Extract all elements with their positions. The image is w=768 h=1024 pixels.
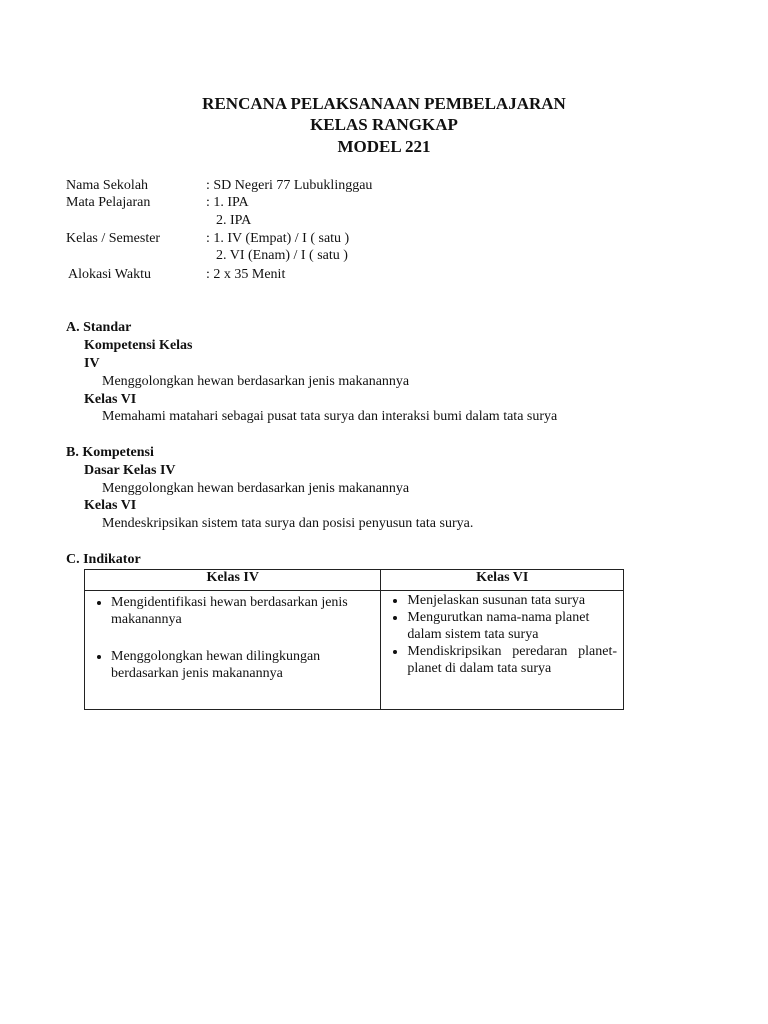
list-item: • Menjelaskan susunan tata surya — [407, 592, 617, 609]
class-label: Kelas / Semester — [66, 231, 161, 246]
indicator-table — [84, 569, 624, 710]
doc-title-line-2: KELAS RANGKAP — [310, 115, 458, 134]
subject-value-1: : 1. IPA — [206, 195, 249, 210]
section-b-class-iv-text: Menggolongkan hewan berdasarkan jenis makanannya — [102, 481, 410, 496]
col-iv-header: Kelas IV — [85, 570, 381, 591]
subject-value-2: 2. IPA — [216, 213, 252, 228]
col-vi-header: Kelas VI — [381, 570, 624, 591]
section-c-heading: C. Indikator — [66, 552, 141, 567]
doc-title-line-1: RENCANA PELAKSANAAN PEMBELAJARAN — [202, 94, 566, 113]
table-row — [85, 591, 624, 710]
table-header-row — [85, 570, 624, 591]
col-iv-cell — [85, 591, 381, 710]
section-b-heading: B. Kompetensi — [66, 445, 154, 460]
col-iv-list — [91, 594, 374, 682]
col-vi-list — [387, 592, 617, 677]
section-b-class-vi-text: Mendeskripsikan sistem tata surya dan posisi penyusun tata surya. — [102, 516, 474, 531]
list-item: • Mengurutkan nama-nama planet dalam sistem tata surya — [407, 609, 617, 643]
class-value-2: 2. VI (Enam) / I ( satu ) — [216, 248, 348, 263]
subject-label: Mata Pelajaran — [66, 195, 151, 210]
time-label: Alokasi Waktu — [68, 267, 151, 282]
school-value: : SD Negeri 77 Lubuklinggau — [206, 178, 373, 193]
class-value-1: : 1. IV (Empat) / I ( satu ) — [206, 231, 350, 246]
list-item: • Mengidentifikasi hewan berdasarkan jenis makanannya — [111, 594, 374, 628]
section-a-subheading: Kompetensi Kelas — [84, 338, 193, 353]
col-vi-cell — [381, 591, 624, 710]
section-a-class-vi-text: Memahami matahari sebagai pusat tata surya dan interaksi bumi dalam tata surya — [102, 409, 558, 424]
section-a-class-iv-label: IV — [84, 356, 100, 371]
section-a-class-iv-text: Menggolongkan hewan berdasarkan jenis makanannya — [102, 374, 410, 389]
section-b-class-vi-label: Kelas VI — [84, 498, 137, 513]
time-value: : 2 x 35 Menit — [206, 267, 286, 282]
section-a-class-vi-label: Kelas VI — [84, 392, 137, 407]
list-item: • Menggolongkan hewan dilingkungan berdasarkan jenis makanannya — [111, 648, 374, 682]
doc-title-line-3: MODEL 221 — [337, 137, 431, 156]
school-label: Nama Sekolah — [66, 178, 149, 193]
list-item: • Mendiskripsikan peredaran planet-planet di dalam tata surya — [407, 643, 617, 677]
section-a-heading: A. Standar — [66, 320, 132, 335]
section-b-subheading: Dasar Kelas IV — [84, 463, 176, 478]
